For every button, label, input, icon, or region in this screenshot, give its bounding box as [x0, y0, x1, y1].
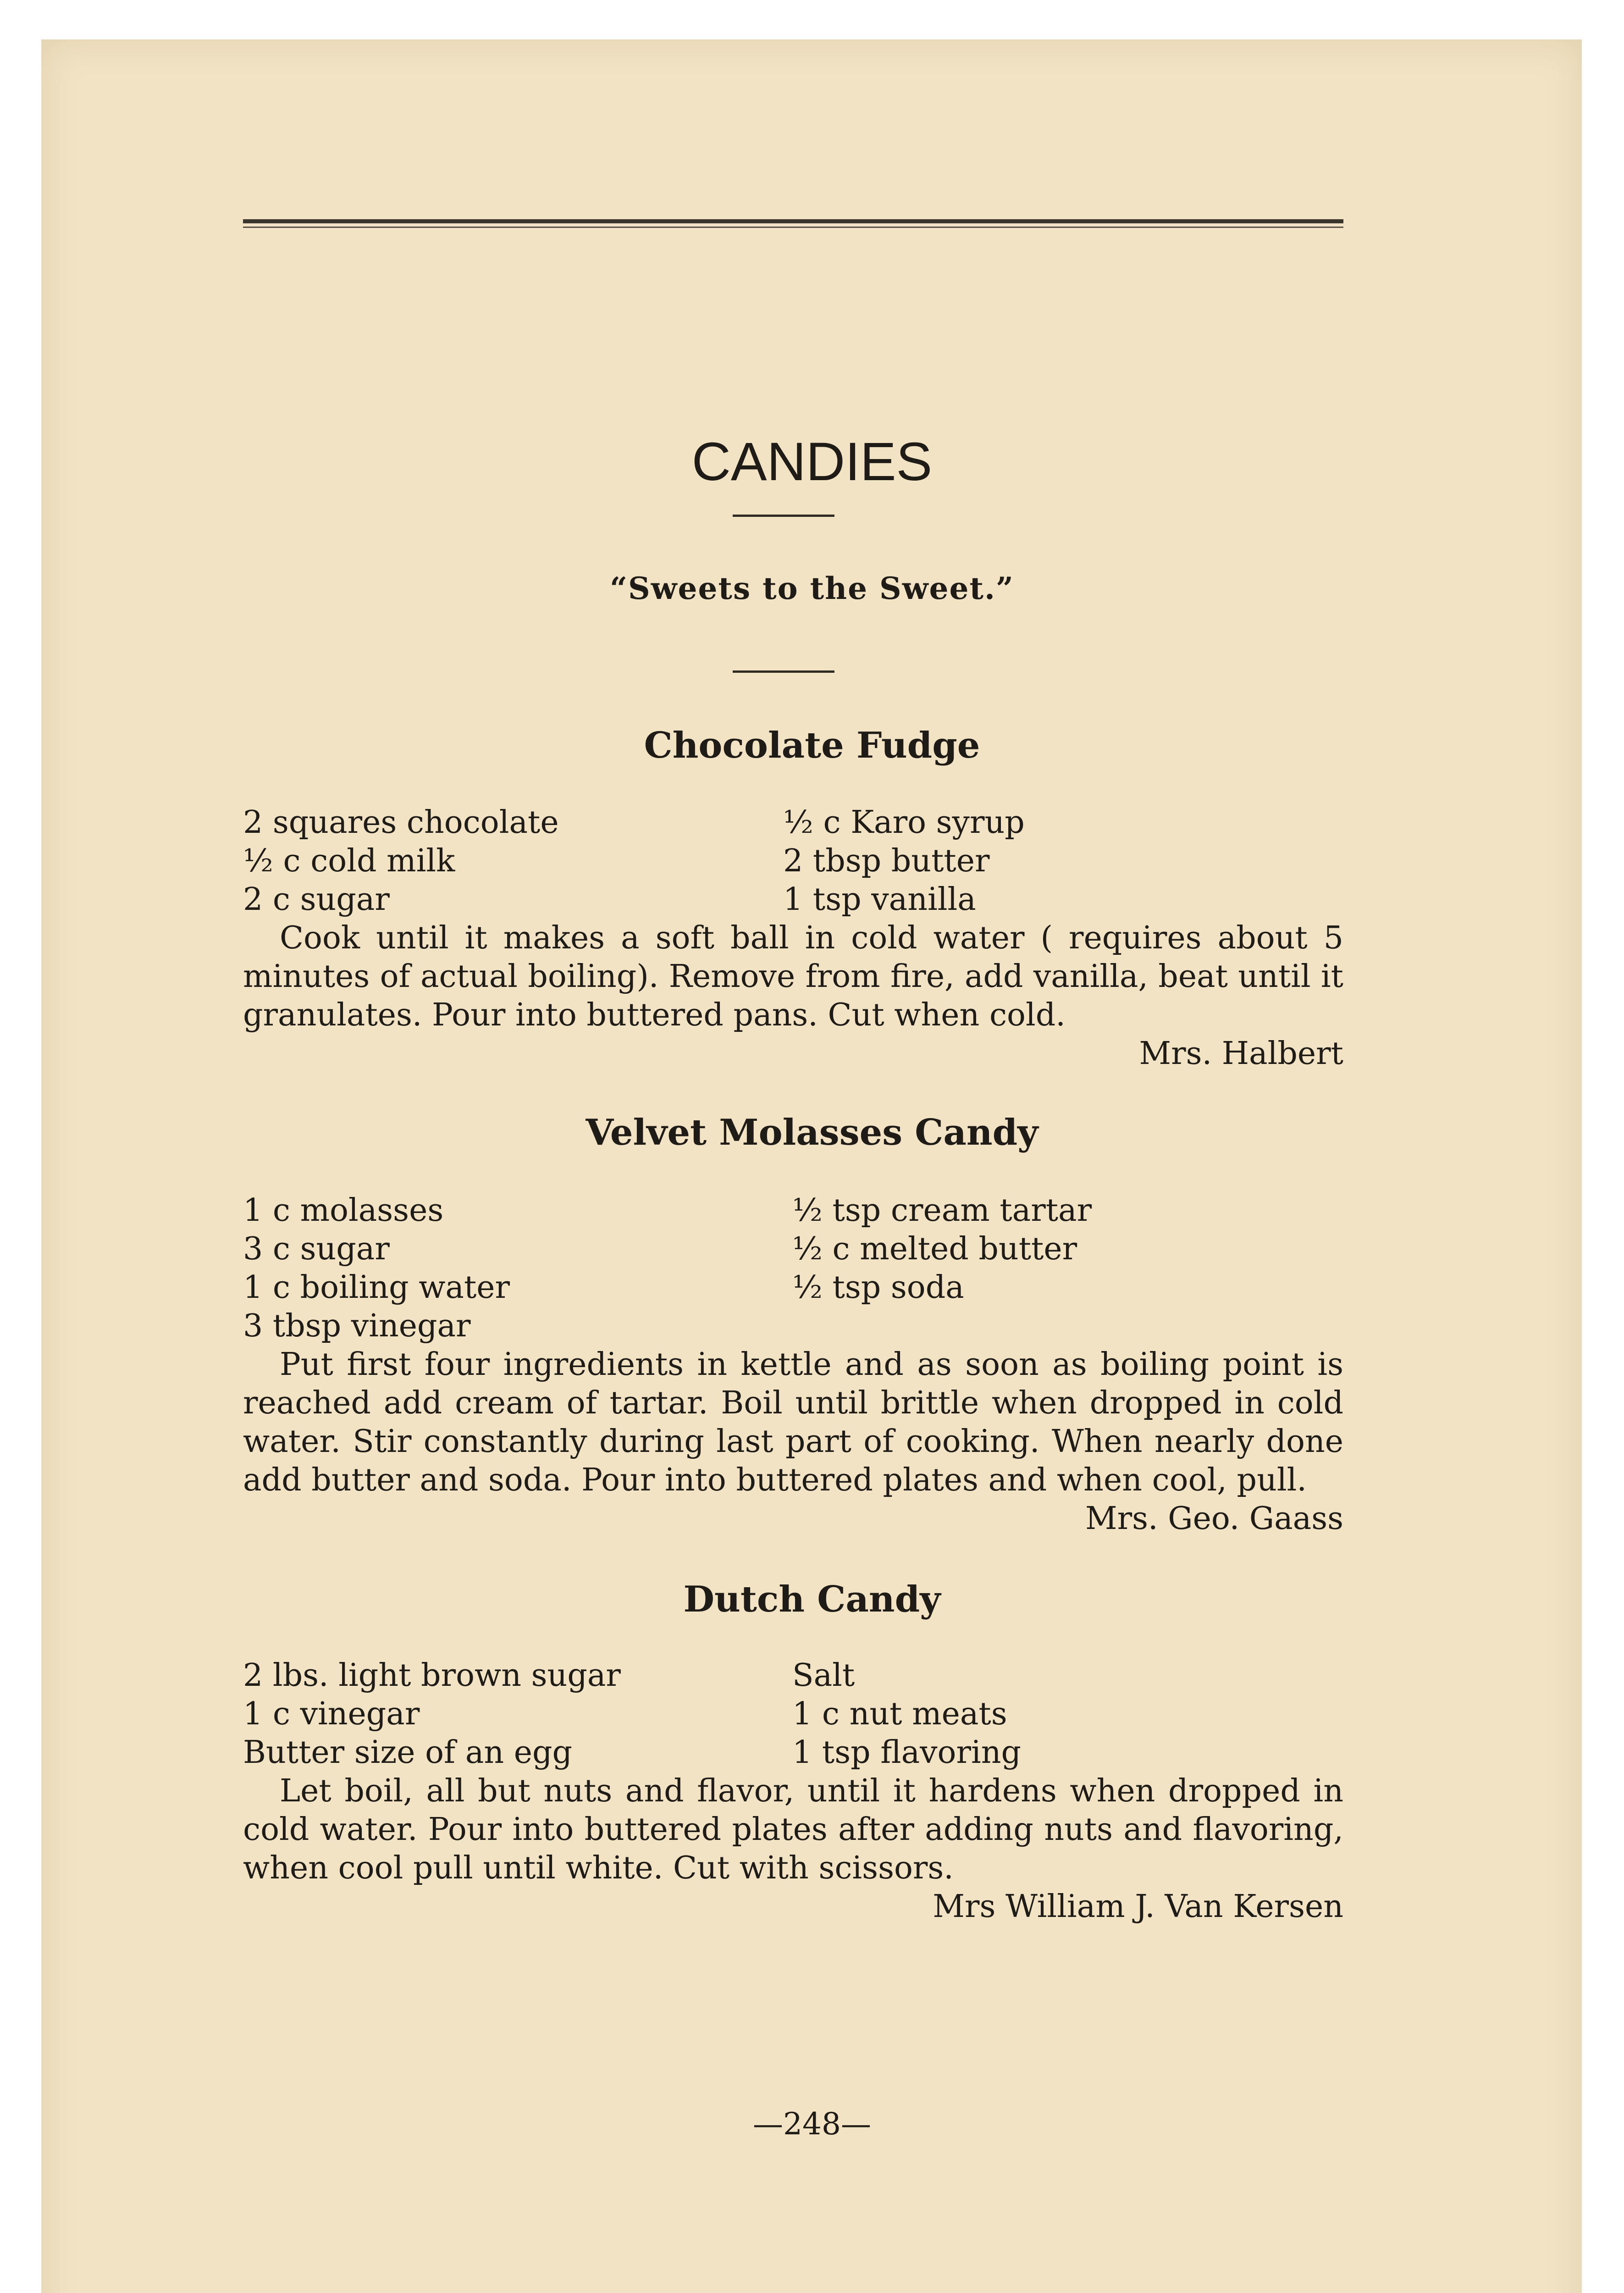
recipe-author: Mrs. Geo. Gaass — [1085, 1501, 1343, 1537]
ingredient-left: 3 tbsp vinegar — [243, 1308, 471, 1344]
motto: “Sweets to the Sweet.” — [610, 570, 1014, 606]
ingredient-right: ½ c Karo syrup — [783, 804, 1025, 841]
motto-divider — [733, 670, 834, 673]
recipe-title-dutch-candy: Dutch Candy — [683, 1579, 941, 1620]
top-double-rule-thin — [243, 227, 1343, 228]
top-double-rule — [243, 219, 1343, 223]
instructions-text: Put first four ingredients in kettle and as soon as boiling point is reached add cream of tartar. Boil until brittle when dropped in cold water. Stir constantly during last part of cooking. When nearly done add butter and soda. Pour into buttered plates and when cool, pull. — [243, 1346, 1343, 1498]
recipe-title-chocolate-fudge: Chocolate Fudge — [644, 725, 980, 766]
ingredient-right: Salt — [792, 1657, 855, 1694]
ingredient-right: 2 tbsp butter — [783, 843, 990, 879]
ingredient-right: ½ tsp soda — [792, 1269, 964, 1306]
instructions-text: Let boil, all but nuts and flavor, until it hardens when dropped in cold water. Pour into buttered plates after adding nuts and flavoring, when cool pull until white. Cut with scissors. — [243, 1773, 1343, 1886]
recipe-title-velvet-molasses: Velvet Molasses Candy — [586, 1112, 1038, 1153]
page-sheet — [41, 39, 1582, 2293]
page-title: CANDIES — [691, 432, 933, 492]
recipe-instructions — [243, 1772, 1343, 1888]
recipe-instructions — [243, 919, 1343, 1035]
recipe-instructions — [243, 1346, 1343, 1500]
ingredient-left: 3 c sugar — [243, 1231, 390, 1267]
recipe-author: Mrs. Halbert — [1139, 1036, 1343, 1072]
ingredient-right: ½ c melted butter — [792, 1231, 1077, 1267]
instructions-text: Cook until it makes a soft ball in cold water ( requires about 5 minutes of actual boiling). Remove from fire, add vanilla, beat until it granulates. Pour into buttered pans. Cut when cold. — [243, 920, 1343, 1033]
recipe-author: Mrs William J. Van Kersen — [933, 1889, 1343, 1925]
ingredient-left: Butter size of an egg — [243, 1734, 573, 1771]
ingredient-left: 2 c sugar — [243, 881, 390, 918]
page-number: —248— — [753, 2106, 871, 2142]
ingredient-left: 2 squares chocolate — [243, 804, 559, 841]
ingredient-left: ½ c cold milk — [243, 843, 455, 879]
ingredient-right: 1 c nut meats — [792, 1696, 1007, 1732]
ingredient-right: 1 tsp vanilla — [783, 881, 976, 918]
ingredient-left: 2 lbs. light brown sugar — [243, 1657, 621, 1694]
title-divider — [733, 515, 834, 517]
ingredient-left: 1 c boiling water — [243, 1269, 510, 1306]
ingredient-left: 1 c vinegar — [243, 1696, 420, 1732]
ingredient-right: ½ tsp cream tartar — [792, 1192, 1092, 1229]
ingredient-right: 1 tsp flavoring — [792, 1734, 1022, 1771]
ingredient-left: 1 c molasses — [243, 1192, 444, 1229]
